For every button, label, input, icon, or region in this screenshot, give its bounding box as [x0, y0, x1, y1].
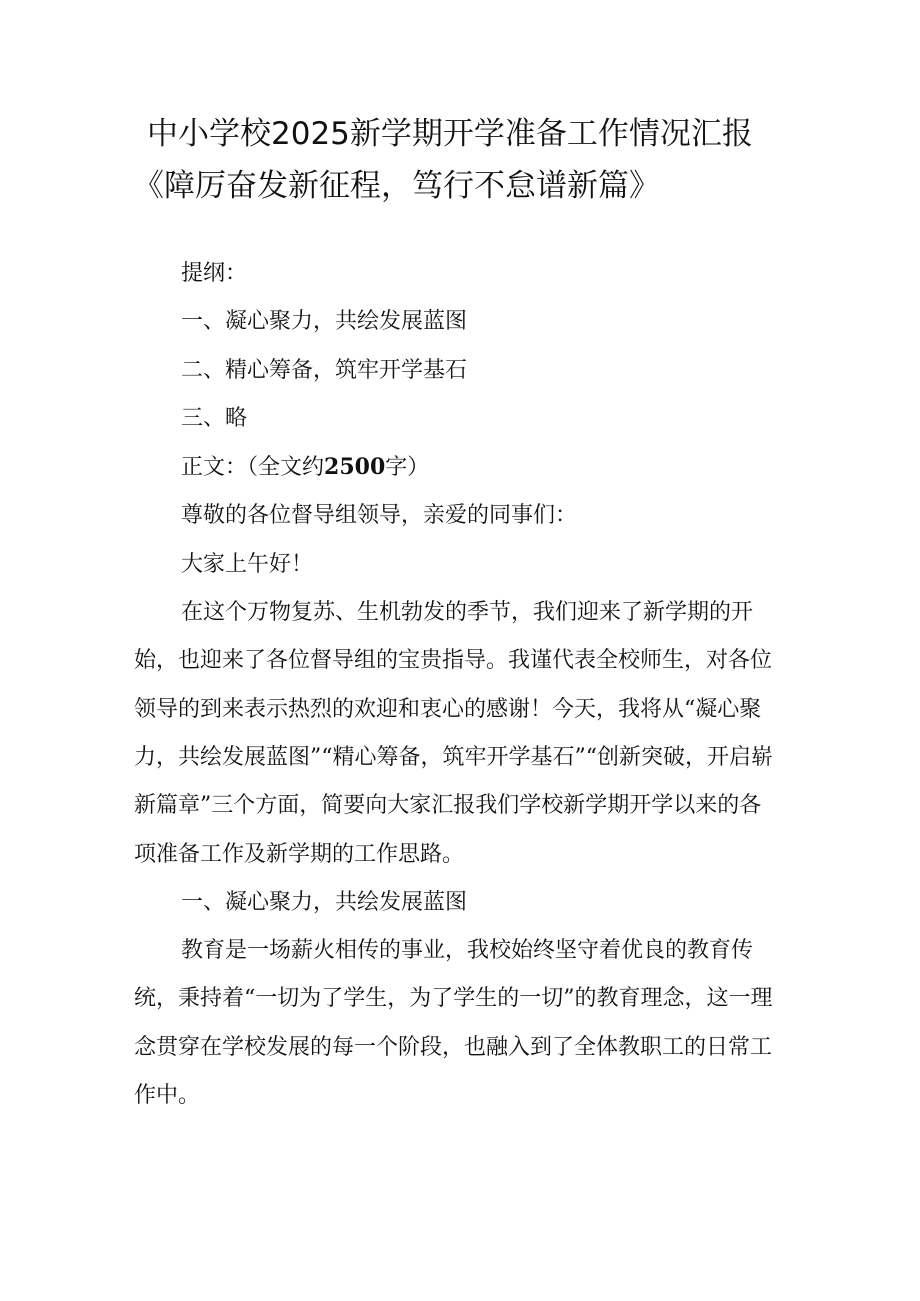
paragraph-intro: 在这个万物复苏、生机勃发的季节，我们迎来了新学期的开始，也迎来了各位督导组的宝贵指导。我谨代表全校师生，对各位领导的到来表示热烈的欢迎和衷心的感谢！今天，我将从“凝心聚力，共绘发展蓝图”“精心筹备，筑牢开学基石”“创新突破，开启崭新篇章”三个方面，简要向大家汇报我们学校新学期开学以来的各项准备工作及新学期的工作思路。 [134, 600, 773, 867]
section-1-heading: 一、凝心聚力，共绘发展蓝图 [181, 889, 468, 915]
paragraph-section-1: 教育是一场薪火相传的事业，我校始终坚守着优良的教育传统，秉持着“一切为了学生，为了学生的一切”的教育理念，这一理念贯穿在学校发展的每一个阶段，也融入到了全体教职工的日常工作中。 [134, 938, 773, 1109]
outline-label: 提纲： [181, 261, 248, 286]
body-label-prefix: 正文：（全文约 [181, 455, 325, 481]
body-label [134, 443, 774, 492]
greeting: 大家上午好！ [181, 551, 314, 577]
word-count: 2500 [324, 454, 386, 481]
body-label-suffix: 字） [385, 455, 430, 481]
document-title: 中小学校2025新学期开学准备工作情况汇报《障厉奋发新征程，笃行不怠谱新篇》 [133, 116, 753, 204]
outline-item-3: 三、略 [181, 405, 248, 431]
document-body [134, 250, 774, 1120]
salutation: 尊敬的各位督导组领导，亲爱的同事们： [181, 503, 578, 529]
outline-item-2: 二、精心筹备，筑牢开学基石 [181, 357, 468, 383]
outline-item-1: 一、凝心聚力，共绘发展蓝图 [181, 309, 468, 335]
